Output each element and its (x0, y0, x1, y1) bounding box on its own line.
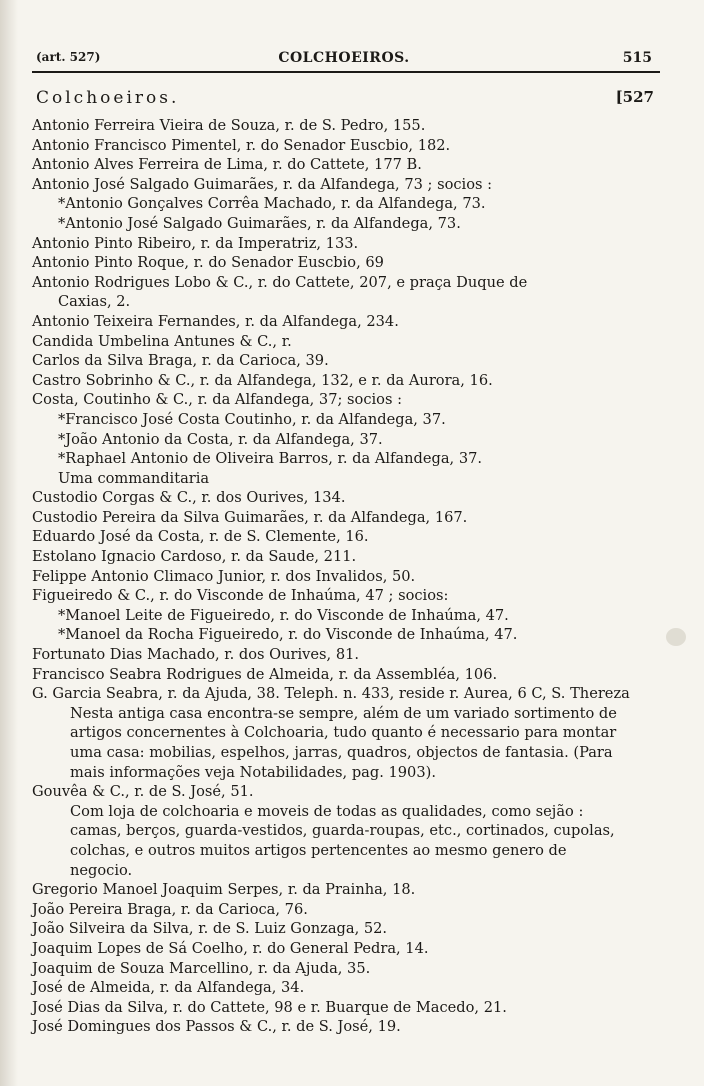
description-line: artigos concernentes à Colchoaria, tudo quanto é necessario para montar (70, 724, 617, 742)
entry-line: José Dias da Silva, r. do Cattete, 98 e r. Buarque de Macedo, 21. (32, 998, 507, 1016)
description-line: Nesta antiga casa encontra-se sempre, além de um variado sortimento de (70, 704, 617, 722)
running-header (36, 50, 652, 70)
entry-line: Joaquim Lopes de Sá Coelho, r. do General Pedra, 14. (32, 939, 429, 957)
entry-line: Antonio Teixeira Fernandes, r. da Alfandega, 234. (32, 312, 399, 330)
description-line: colchas, e outros muitos artigos pertencentes ao mesmo genero de (70, 841, 567, 859)
article-reference: (art. 527) (36, 50, 101, 64)
entry-line: Eduardo José da Costa, r. de S. Clemente, 16. (32, 528, 369, 546)
entry-line: Antonio Pinto Ribeiro, r. da Imperatriz, 133. (32, 234, 359, 252)
partner-line: *Manoel Leite de Figueiredo, r. do Visconde de Inhaúma, 47. (58, 606, 509, 624)
entry-line: Carlos da Silva Braga, r. da Carioca, 39. (32, 352, 329, 370)
entry-line: Figueiredo & C., r. do Visconde de Inhaúma, 47 ; socios: (32, 587, 449, 605)
ink-blot (666, 628, 686, 646)
partner-line: *Antonio José Salgado Guimarães, r. da Alfandega, 73. (58, 214, 461, 232)
description-line: negocio. (70, 861, 133, 879)
entry-line: Antonio Alves Ferreira de Lima, r. do Cattete, 177 B. (32, 156, 422, 174)
entry-line: Felippe Antonio Climaco Junior, r. dos Invalidos, 50. (32, 567, 416, 585)
entry-line: João Pereira Braga, r. da Carioca, 76. (32, 900, 308, 918)
partner-line: *Antonio Gonçalves Corrêa Machado, r. da Alfandega, 73. (58, 195, 486, 213)
entry-line: Fortunato Dias Machado, r. dos Ourives, 81. (32, 646, 360, 664)
description-line: uma casa: mobilias, espelhos, jarras, quadros, objectos de fantasia. (Para (70, 744, 613, 761)
entry-line: Antonio Francisco Pimentel, r. do Senador Euscbio, 182. (32, 136, 451, 154)
partner-line: *Raphael Antonio de Oliveira Barros, r. da Alfandega, 37. (58, 450, 483, 468)
page-number: 515 (622, 50, 652, 66)
entry-line: Custodio Corgas & C., r. dos Ourives, 134. (32, 489, 346, 507)
entry-line: Custodio Pereira da Silva Guimarães, r. da Alfandega, 167. (32, 508, 468, 526)
entry-line: Antonio Ferreira Vieira de Souza, r. de S. Pedro, 155. (32, 117, 426, 134)
partner-line: *João Antonio da Costa, r. da Alfandega, 37. (58, 430, 383, 448)
partner-line: Uma commanditaria (58, 469, 210, 487)
entry-line: Francisco Seabra Rodrigues de Almeida, r. da Assembléa, 106. (32, 665, 498, 683)
entry-line: Castro Sobrinho & C., r. da Alfandega, 132, e r. da Aurora, 16. (32, 371, 493, 389)
header-title: COLCHOEIROS. (278, 50, 410, 66)
entry-line: Antonio Pinto Roque, r. do Senador Euscbio, 69 (32, 254, 384, 272)
entry-line: Costa, Coutinho & C., r. da Alfandega, 37; socios : (32, 391, 402, 409)
entry-line: G. Garcia Seabra, r. da Ajuda, 38. Teleph. n. 433, reside r. Aurea, 6 C, S. Thereza (32, 685, 630, 703)
section-heading (36, 88, 654, 110)
partner-line: *Francisco José Costa Coutinho, r. da Alfandega, 37. (58, 410, 446, 428)
header-rule (32, 71, 660, 73)
entry-line: José Domingues dos Passos & C., r. de S. José, 19. (32, 1018, 401, 1036)
entry-line: João Silveira da Silva, r. de S. Luiz Gonzaga, 52. (32, 920, 388, 938)
entry-line: Gouvêa & C., r. de S. José, 51. (32, 783, 254, 801)
page-edge-shadow (0, 0, 18, 1086)
entry-line: Gregorio Manoel Joaquim Serpes, r. da Prainha, 18. (32, 881, 416, 899)
entry-line: Candida Umbelina Antunes & C., r. (32, 332, 292, 350)
continuation-line: Caxias, 2. (58, 293, 131, 311)
description-line: mais informações veja Notabilidades, pag. 1903). (70, 763, 436, 781)
entry-line: Estolano Ignacio Cardoso, r. da Saude, 211. (32, 548, 357, 566)
entry-line: Antonio Rodrigues Lobo & C., r. do Cattete, 207, e praça Duque de (32, 273, 528, 291)
section-number: [527 (615, 88, 654, 106)
description-line: camas, berços, guarda-vestidos, guarda-roupas, etc., cortinados, cupolas, (70, 822, 615, 840)
section-title: Colchoeiros. (36, 88, 180, 108)
entry-line: Joaquim de Souza Marcellino, r. da Ajuda, 35. (32, 959, 371, 977)
partner-line: *Manoel da Rocha Figueiredo, r. do Visconde de Inhaúma, 47. (58, 626, 518, 644)
entry-line: Antonio José Salgado Guimarães, r. da Alfandega, 73 ; socios : (32, 175, 493, 193)
description-line: Com loja de colchoaria e moveis de todas as qualidades, como sejão : (70, 802, 584, 820)
entry-list (32, 116, 660, 1037)
entry-line: José de Almeida, r. da Alfandega, 34. (32, 979, 305, 997)
